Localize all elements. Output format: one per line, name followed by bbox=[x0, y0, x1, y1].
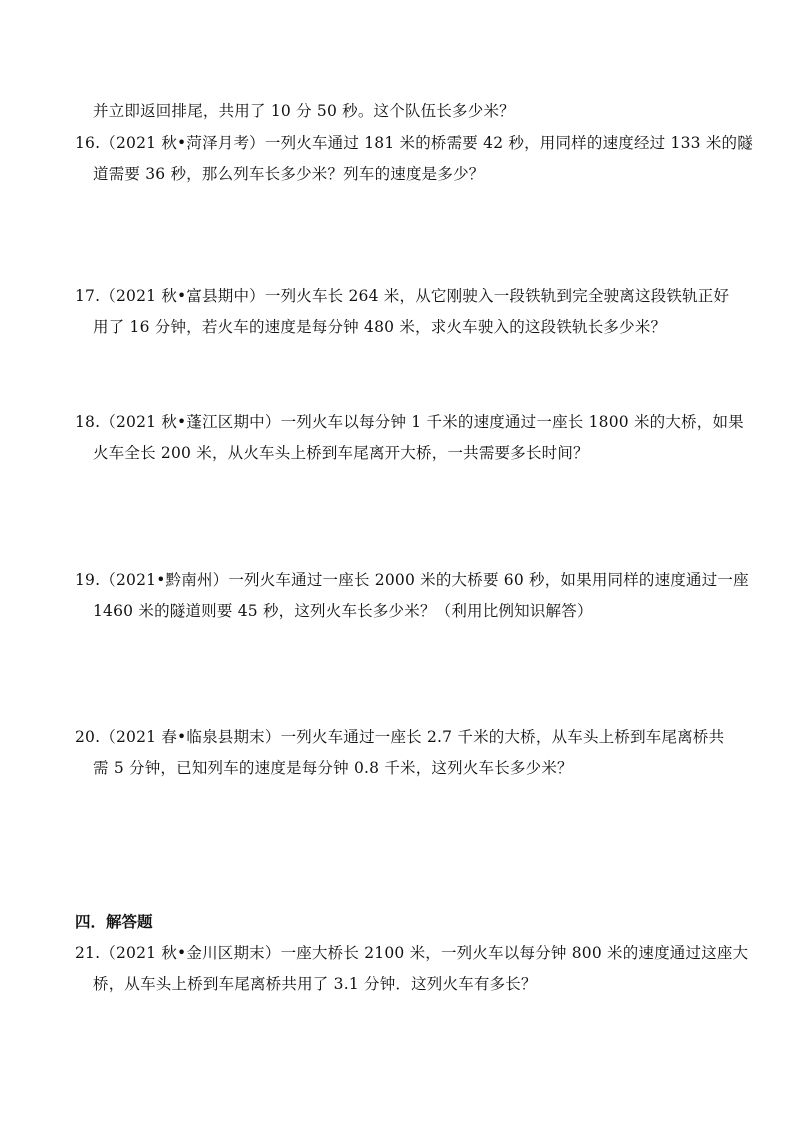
question-line-2: 道需要 36 秒，那么列车长多少米？列车的速度是多少？ bbox=[93, 165, 485, 183]
question-line-1: 19.（2021•黔南州）一列火车通过一座长 2000 米的大桥要 60 秒，如果用同样的速度通过一座 bbox=[75, 571, 749, 589]
question-line-1: 20.（2021 春•临泉县期末）一列火车通过一座长 2.7 千米的大桥，从车头上桥到车尾离桥共 bbox=[75, 728, 725, 746]
continuation-line: 并立即返回排尾，共用了 10 分 50 秒。这个队伍长多少米？ bbox=[93, 102, 515, 120]
question-line-1: 21.（2021 秋•金川区期末）一座大桥长 2100 米，一列火车以每分钟 800 米的速度通过这座大 bbox=[75, 944, 749, 962]
section-title: 四．解答题 bbox=[75, 912, 153, 931]
question-line-1: 16.（2021 秋•菏泽月考）一列火车通过 181 米的桥需要 42 秒，用同样的速度经过 133 米的隧 bbox=[75, 134, 753, 152]
question-line-1: 18.（2021 秋•蓬江区期中）一列火车以每分钟 1 千米的速度通过一座长 1800 米的大桥，如果 bbox=[75, 413, 744, 431]
question-line-2: 火车全长 200 米，从火车头上桥到车尾离开大桥，一共需要多长时间？ bbox=[93, 444, 589, 462]
question-line-2: 需 5 分钟，已知列车的速度是每分钟 0.8 千米，这列火车长多少米？ bbox=[93, 759, 573, 777]
question-line-2: 1460 米的隧道则要 45 秒，这列火车长多少米？（利用比例知识解答） bbox=[93, 602, 593, 620]
question-line-2: 桥，从车头上桥到车尾离桥共用了 3.1 分钟．这列火车有多长？ bbox=[93, 975, 537, 993]
question-line-1: 17.（2021 秋•富县期中）一列火车长 264 米，从它刚驶入一段铁轨到完全驶离这段铁轨正好 bbox=[75, 287, 730, 305]
question-line-2: 用了 16 分钟，若火车的速度是每分钟 480 米，求火车驶入的这段铁轨长多少米？ bbox=[93, 318, 667, 336]
